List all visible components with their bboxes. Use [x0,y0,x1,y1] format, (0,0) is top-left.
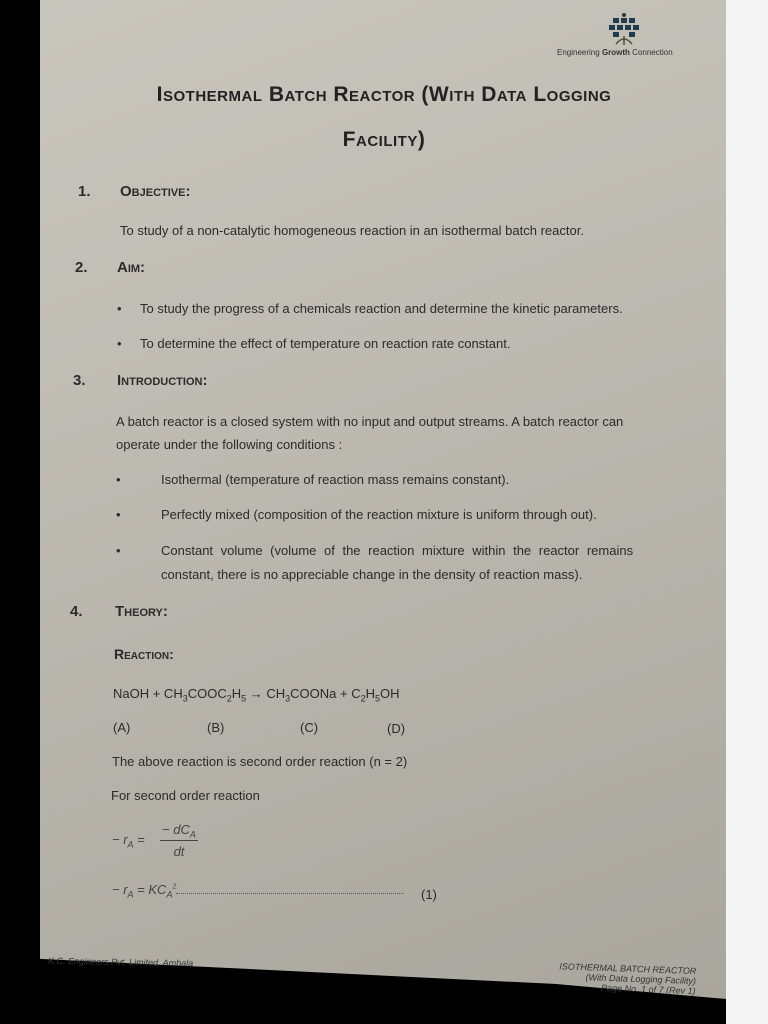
product-label: (D) [387,721,406,736]
footer-company: K.C. Engineers Pvt. Limited, Ambala [47,955,194,969]
condition-item: Constant volume (volume of the reaction mixture within the reactor remains [161,543,634,558]
bullet: • [116,543,121,558]
company-logo [604,12,644,46]
objective-text: To study of a non-catalytic homogeneous reaction in an isothermal batch reactor. [120,223,584,238]
section-number: 1. [78,183,91,200]
intro-paragraph: A batch reactor is a closed system with no input and output streams. A batch reactor can [116,414,624,429]
subheading: Reaction: [114,646,174,662]
theory-text: The above reaction is second order reaction (n = 2) [112,754,408,769]
section-number: 2. [75,259,88,276]
condition-item-cont: constant, there is no appreciable change in the density of reaction mass). [161,567,583,582]
reactant-label: (B) [207,720,225,735]
page-title: Isothermal Batch Reactor (With Data Logging [156,83,612,106]
page-title-line2: Facility) [342,128,426,151]
aim-item: To study the progress of a chemicals reaction and determine the kinetic parameters. [140,301,623,316]
section-heading: Aim: [117,259,146,276]
reactant-label: (A) [113,720,131,735]
section-number: 3. [73,372,86,389]
rate-law-equation: − $r_A = KC_A^2$ [112,882,404,900]
product-label: (C) [300,720,319,735]
section-heading: Introduction: [117,372,208,389]
section-heading: Objective: [120,183,191,200]
background-edge [726,0,768,1024]
bullet: • [117,336,122,351]
bullet: • [117,301,122,316]
aim-item: To determine the effect of temperature on reaction rate constant. [140,336,511,351]
theory-text: For second order reaction [111,788,260,803]
footer-page-number: Page No. 1 of 7 (Rev 1) [600,982,696,997]
reaction-equation: NaOH + $CH_3COOC_2H_5$ → $CH_3COONa + C_2H_5OH$ [113,686,400,704]
condition-item: Perfectly mixed (composition of the reaction mixture is uniform through out). [161,507,597,522]
tagline-word: Connection [632,48,673,57]
intro-paragraph: operate under the following conditions : [116,437,343,452]
footer-subtitle: (With Data Logging Facility) [585,972,697,987]
bullet: • [116,507,121,522]
condition-item: Isothermal (temperature of reaction mass remains constant). [161,472,510,487]
equation-number: (1) [421,887,437,902]
tagline-word: Engineering [557,48,600,57]
section-heading: Theory: [115,603,168,620]
bullet: • [116,472,121,487]
tagline-word: Growth [601,48,630,57]
logo-tagline [557,48,673,57]
footer-title: ISOTHERMAL BATCH REACTOR [559,961,697,977]
footer-info [520,960,697,996]
section-number: 4. [70,603,83,620]
